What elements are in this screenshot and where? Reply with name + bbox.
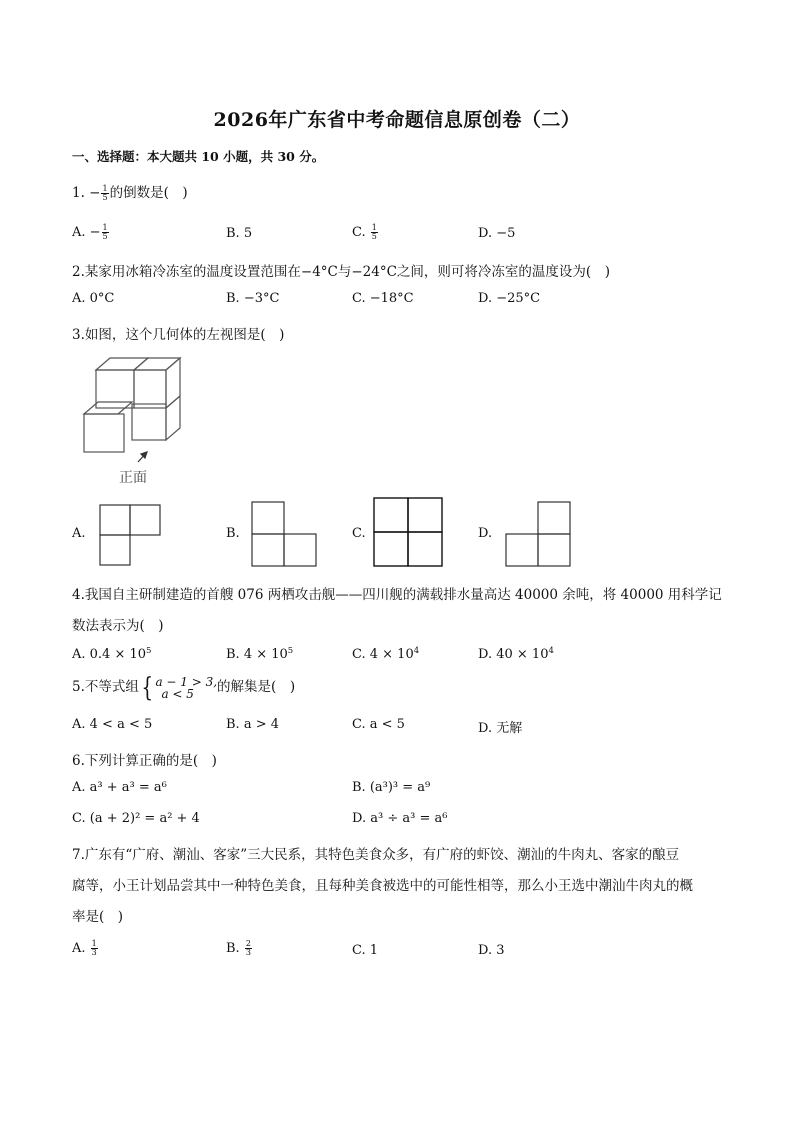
option-base: A. 0.4 × 10 <box>72 647 147 662</box>
question-7-line-1: 7.广东有“广府、潮汕、客家”三大民系，其特色美食众多，有广府的虾饺、潮汕的牛肉丸、客家的酿豆 <box>72 847 680 863</box>
question-6-option-d[interactable]: D. a³ ÷ a³ = a⁶ <box>352 811 448 826</box>
fraction-denominator: 5 <box>102 193 108 202</box>
question-5-option-d[interactable]: D. 无解 <box>478 721 523 736</box>
question-1-option-c[interactable] <box>352 224 379 241</box>
option-label: A. − <box>72 225 101 240</box>
question-2: 2.某家用冰箱冷冻室的温度设置范围在−4°C与−24°C之间，则可将冷冻室的温度设为( ) <box>72 264 610 280</box>
question-6-option-a[interactable]: A. a³ + a³ = a⁶ <box>72 780 167 795</box>
fraction-denominator: 3 <box>91 948 97 957</box>
option-fraction <box>102 224 109 241</box>
question-4-line-1: 4.我国自主研制建造的首艘 076 两栖攻击舰——四川舰的满载排水量高达 40000 余吨，将 40000 用科学记 <box>72 587 722 603</box>
page-title: 2026年广东省中考命题信息原创卷（二） <box>213 109 581 131</box>
option-exponent: 4 <box>548 646 554 656</box>
question-2-option-b[interactable]: B. −3°C <box>226 291 280 306</box>
option-exponent: 5 <box>146 646 152 656</box>
question-1-fraction <box>101 185 108 202</box>
question-1-option-a[interactable] <box>72 224 110 241</box>
question-4-option-a[interactable] <box>72 646 151 662</box>
question-3-option-d[interactable]: D. <box>478 526 493 541</box>
system-brace: { <box>141 672 153 703</box>
question-7-line-2: 腐等，小王计划品尝其中一种特色美食，且每种美食被选中的可能性相等，那么小王选中潮汕牛肉丸的概 <box>72 878 693 894</box>
option-base: D. 40 × 10 <box>478 647 549 662</box>
question-1-option-b[interactable]: B. 5 <box>226 226 253 241</box>
question-4-option-d[interactable] <box>478 646 554 662</box>
question-5-option-b[interactable]: B. a > 4 <box>226 717 279 732</box>
option-exponent: 5 <box>287 646 294 656</box>
option-label: A. <box>72 941 90 956</box>
question-1-prefix: 1. − <box>72 185 101 201</box>
fraction-numerator: 1 <box>102 184 108 193</box>
option-label: B. <box>226 941 244 956</box>
question-7-line-3: 率是( ) <box>72 909 124 925</box>
question-5-option-a[interactable]: A. 4 < a < 5 <box>72 717 153 732</box>
front-view-label: 正面 <box>119 470 147 486</box>
question-7-option-d[interactable]: D. 3 <box>478 943 505 958</box>
question-2-option-d[interactable]: D. −25°C <box>478 291 541 306</box>
fraction-denominator: 5 <box>102 232 108 241</box>
fraction-denominator: 3 <box>245 948 251 957</box>
question-5-prefix: 5.不等式组 <box>72 679 139 695</box>
question-6-option-c[interactable]: C. (a + 2)² = a² + 4 <box>72 811 200 826</box>
inequality-line-1: a − 1 > 3, <box>155 674 218 689</box>
option-c-view-figure <box>373 497 445 569</box>
inequality-system <box>155 676 217 700</box>
option-base: B. 4 × 10 <box>226 647 288 662</box>
option-fraction <box>91 940 98 957</box>
question-3-option-b[interactable]: B. <box>226 526 240 541</box>
option-exponent: 4 <box>413 646 420 656</box>
question-2-option-a[interactable]: A. 0°C <box>72 291 115 306</box>
fraction-numerator: 1 <box>102 223 108 232</box>
option-fraction <box>245 940 252 957</box>
question-4-option-b[interactable] <box>226 646 293 662</box>
question-3-option-a[interactable]: A. <box>72 526 86 541</box>
question-5-option-c[interactable]: C. a < 5 <box>352 717 405 732</box>
question-5 <box>72 672 296 703</box>
question-4-option-c[interactable] <box>352 646 419 662</box>
fraction-numerator: 1 <box>371 223 377 232</box>
option-label: C. <box>352 225 370 240</box>
option-b-view-figure <box>251 501 319 567</box>
question-1 <box>72 181 188 202</box>
inequality-line-2: a < 5 <box>161 686 194 701</box>
question-7-option-a[interactable] <box>72 940 99 957</box>
option-a-view-figure <box>99 504 163 566</box>
option-base: C. 4 × 10 <box>352 647 414 662</box>
question-6: 6.下列计算正确的是( ) <box>72 753 217 769</box>
question-7-option-b[interactable] <box>226 940 253 957</box>
question-3: 3.如图，这个几何体的左视图是( ) <box>72 327 285 343</box>
question-3-option-c[interactable]: C. <box>352 526 366 541</box>
option-d-view-figure <box>505 501 573 567</box>
question-7-option-c[interactable]: C. 1 <box>352 943 379 958</box>
question-2-option-c[interactable]: C. −18°C <box>352 291 414 306</box>
fraction-numerator: 2 <box>245 939 251 948</box>
question-5-suffix: 的解集是( ) <box>217 679 296 695</box>
fraction-numerator: 1 <box>91 939 97 948</box>
option-fraction <box>371 224 378 241</box>
question-1-option-d[interactable]: D. −5 <box>478 226 516 241</box>
fraction-denominator: 5 <box>371 232 377 241</box>
question-6-option-b[interactable]: B. (a³)³ = a⁹ <box>352 780 431 795</box>
question-4-line-2: 数法表示为( ) <box>72 618 164 634</box>
section-heading: 一、选择题：本大题共 10 小题，共 30 分。 <box>72 149 325 164</box>
question-1-suffix: 的倒数是( ) <box>109 185 188 201</box>
